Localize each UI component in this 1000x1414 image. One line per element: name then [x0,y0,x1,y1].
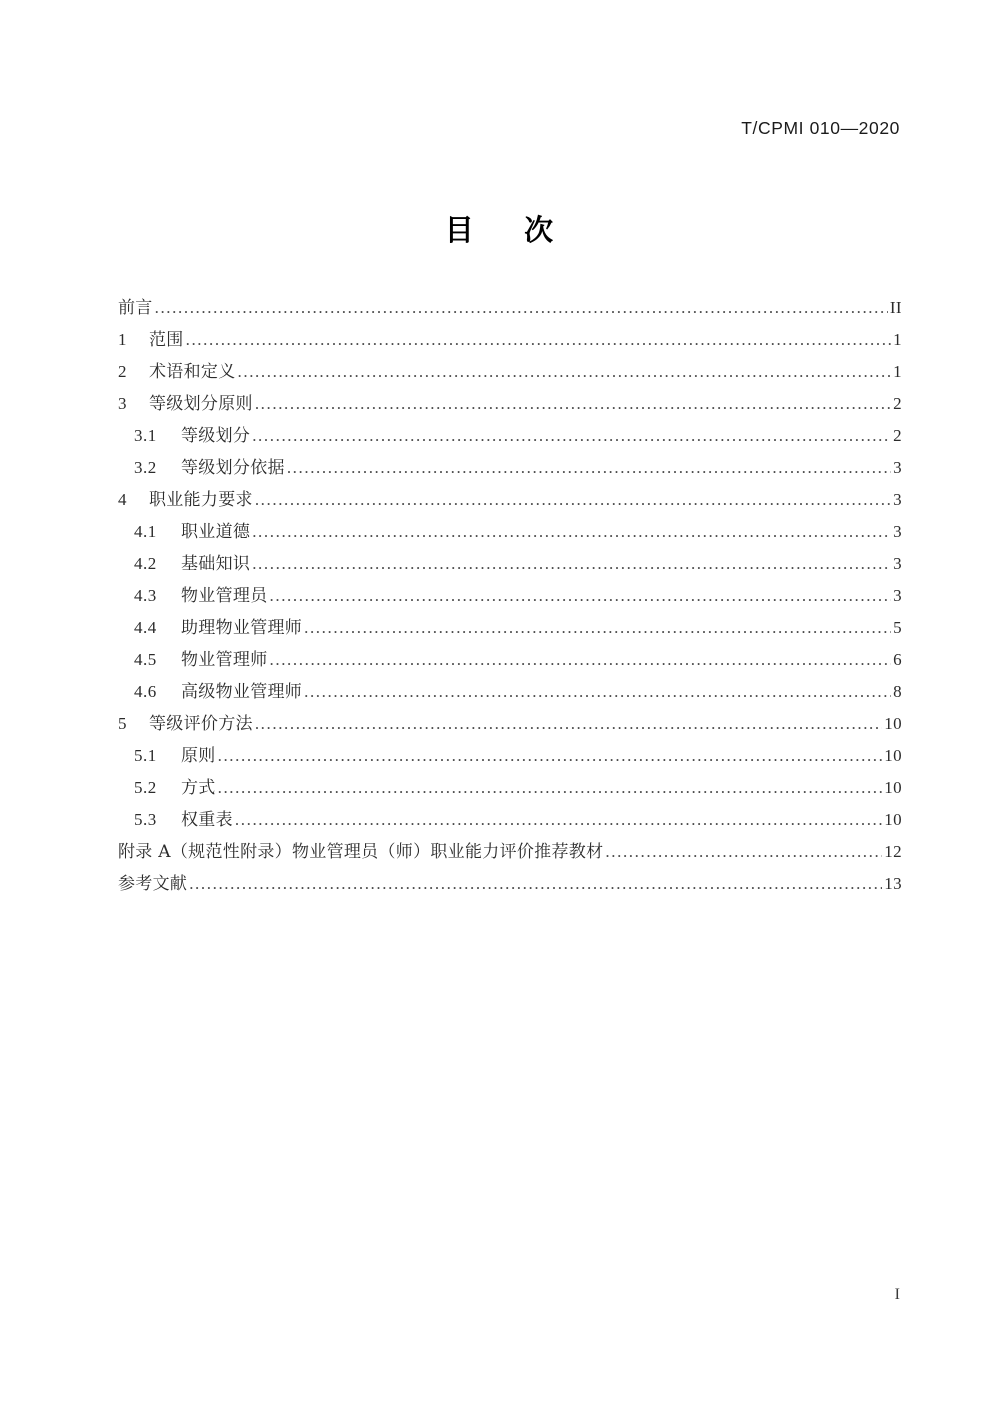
toc-entry[interactable] [118,644,902,676]
toc-entry-number: 4.5 [134,650,157,669]
toc-entry[interactable] [118,612,902,644]
toc-entry-label: 职业能力要求 [149,490,253,510]
toc-entry-number: 4.3 [134,586,157,605]
toc-entry-number: 4.1 [134,522,157,541]
toc-leader-dots [235,804,882,836]
toc-entry-page-number: 5 [893,618,902,637]
toc-entry-page-number: 10 [884,714,902,733]
toc-entry-label: 职业道德 [181,522,251,542]
toc-entry-label: 等级划分依据 [181,458,285,478]
toc-leader-dots [238,356,892,388]
toc-entry-label: 物业管理师 [181,650,268,670]
toc-entry[interactable] [118,868,902,900]
toc-entry[interactable] [118,420,902,452]
toc-entry-page-number: 3 [893,586,902,605]
toc-entry[interactable] [118,740,902,772]
toc-entry-page-number: 6 [893,650,902,669]
standard-code-header: T/CPMI 010—2020 [741,118,900,138]
toc-entry[interactable] [118,484,902,516]
toc-leader-dots [270,580,892,612]
toc-entry-label: 高级物业管理师 [181,682,303,702]
toc-entry-label: 参考文献 [118,874,188,894]
toc-entry-label: 方式 [181,778,216,798]
toc-entry-number: 5.3 [134,810,157,829]
toc-leader-dots [255,708,882,740]
toc-entry-page-number: 13 [884,874,902,893]
toc-entry-page-number: 3 [893,458,902,477]
toc-entry-page-number: 10 [884,746,902,765]
toc-entry-page-number: II [889,298,902,317]
toc-entry-page-number: 12 [884,842,902,861]
toc-entry-label: 基础知识 [181,554,251,574]
toc-entry-number: 5.2 [134,778,157,797]
page-title: 目 次 [444,213,556,247]
toc-entry[interactable] [118,516,902,548]
toc-entry[interactable] [118,836,902,868]
toc-entry-label: 权重表 [181,810,233,830]
toc-leader-dots [605,836,882,868]
toc-entry-number: 3.1 [134,426,157,445]
toc-entry-label: 等级评价方法 [149,714,253,734]
toc-entry[interactable] [118,804,902,836]
toc-entry-page-number: 8 [893,682,902,701]
toc-leader-dots [304,676,891,708]
toc-leader-dots [155,292,888,324]
toc-entry-page-number: 1 [893,330,902,349]
toc-entry[interactable] [118,388,902,420]
toc-entry-number: 4 [118,490,127,509]
toc-entry-label: 等级划分原则 [149,394,253,414]
toc-entry-page-number: 10 [884,778,902,797]
toc-entry-page-number: 3 [893,522,902,541]
toc-entry-label: 原则 [181,746,216,766]
toc-entry[interactable] [118,356,902,388]
toc-leader-dots [189,868,882,900]
toc-entry[interactable] [118,708,902,740]
toc-entry-number: 3 [118,394,127,413]
toc-entry-number: 5.1 [134,746,157,765]
toc-entry-label: 物业管理员 [181,586,268,606]
toc-entry-number: 2 [118,362,127,381]
toc-entry-page-number: 2 [893,394,902,413]
toc-entry[interactable] [118,772,902,804]
toc-entry-page-number: 3 [893,554,902,573]
toc-leader-dots [252,548,891,580]
toc-leader-dots [218,772,883,804]
toc-entry-number: 4.6 [134,682,157,701]
toc-leader-dots [255,388,891,420]
toc-entry[interactable] [118,676,902,708]
toc-entry-number: 5 [118,714,127,733]
toc-leader-dots [252,420,891,452]
toc-entry-number: 1 [118,330,127,349]
page-folio: I [894,1286,900,1303]
toc-entry-label: 范围 [149,330,184,350]
toc-entry-page-number: 2 [893,426,902,445]
toc-entry[interactable] [118,324,902,356]
toc-entry-label: 助理物业管理师 [181,618,303,638]
toc-leader-dots [270,644,892,676]
toc-entry-label: 术语和定义 [149,362,236,382]
toc-entry-label: 等级划分 [181,426,251,446]
table-of-contents [118,292,902,900]
toc-entry-number: 4.2 [134,554,157,573]
toc-entry-page-number: 3 [893,490,902,509]
toc-entry-page-number: 1 [893,362,902,381]
toc-leader-dots [287,452,891,484]
toc-leader-dots [304,612,891,644]
toc-leader-dots [218,740,883,772]
toc-leader-dots [186,324,891,356]
toc-entry-label: 附录 A（规范性附录）物业管理员（师）职业能力评价推荐教材 [118,842,604,862]
toc-leader-dots [255,484,891,516]
toc-entry[interactable] [118,292,902,324]
toc-entry[interactable] [118,580,902,612]
toc-entry[interactable] [118,452,902,484]
toc-leader-dots [252,516,891,548]
toc-entry-number: 4.4 [134,618,157,637]
toc-entry[interactable] [118,548,902,580]
toc-entry-page-number: 10 [884,810,902,829]
toc-entry-number: 3.2 [134,458,157,477]
toc-entry-label: 前言 [118,298,153,318]
